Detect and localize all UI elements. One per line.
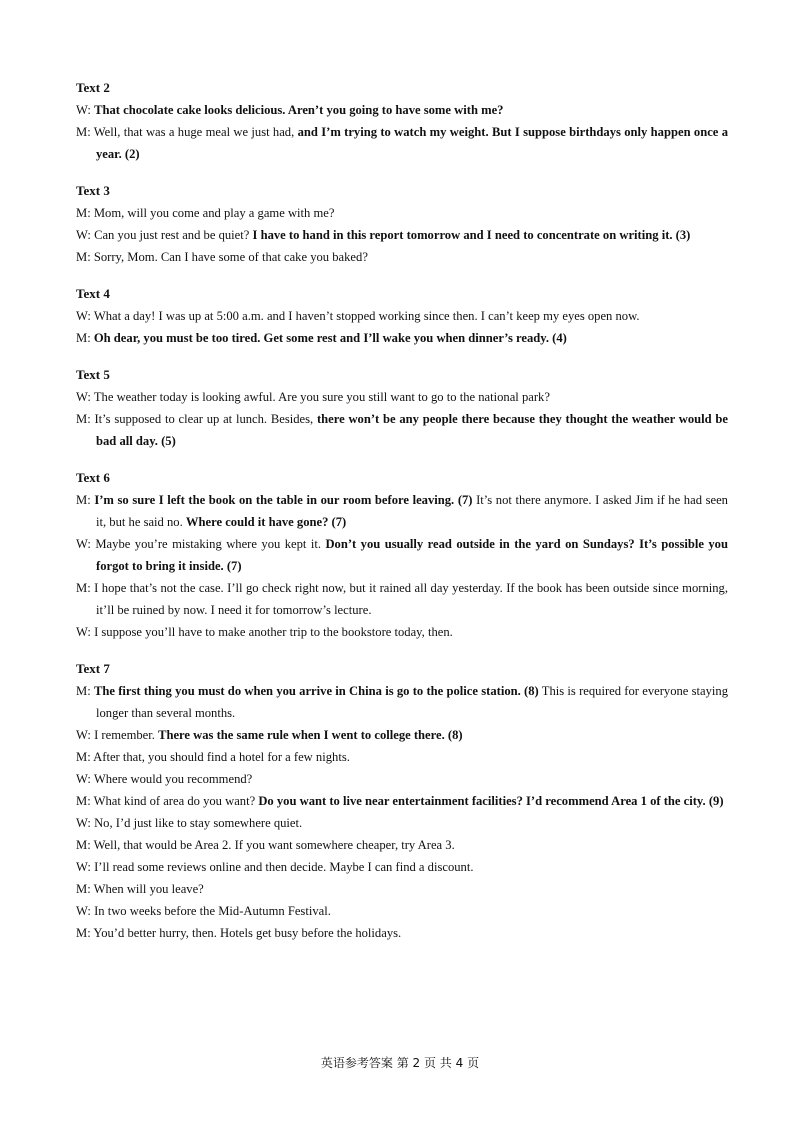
dialogue-line [76, 202, 728, 224]
transcript-section [76, 467, 728, 643]
dialogue-line [76, 577, 728, 621]
dialogue-text: M: [76, 331, 94, 345]
dialogue-text: W: Where would you recommend? [76, 772, 253, 786]
section-heading: Text 6 [76, 470, 110, 485]
dialogue-line [76, 900, 728, 922]
dialogue-line [76, 386, 728, 408]
dialogue-line [76, 408, 728, 452]
dialogue-text: M: You’d better hurry, then. Hotels get busy before the holidays. [76, 926, 402, 940]
transcript-content [76, 77, 728, 959]
answer-highlight: I have to hand in this report tomorrow and I need to concentrate on writing it. (3) [252, 228, 691, 242]
dialogue-line [76, 680, 728, 724]
dialogue-text: W: I suppose you’ll have to make another trip to the bookstore today, then. [76, 625, 453, 639]
dialogue-text: W: In two weeks before the Mid-Autumn Festival. [76, 904, 331, 918]
answer-highlight: Don’t you usually read outside in the yard on Sundays? It’s possible you forgot to bring it inside. (7) [96, 537, 728, 573]
dialogue-line [76, 812, 728, 834]
section-heading: Text 3 [76, 183, 110, 198]
answer-highlight: Oh dear, you must be too tired. Get some rest and I’ll wake you when dinner’s ready. (4) [93, 331, 567, 345]
section-heading: Text 7 [76, 661, 110, 676]
dialogue-text: M: Well, that would be Area 2. If you want somewhere cheaper, try Area 3. [76, 838, 455, 852]
page-footer: 英语参考答案 第 2 页 共 4 页 [320, 1056, 480, 1070]
dialogue-text: M: Sorry, Mom. Can I have some of that cake you baked? [76, 250, 368, 264]
dialogue-text: M: What kind of area do you want? [76, 794, 259, 808]
section-heading: Text 5 [76, 367, 110, 382]
section-heading: Text 4 [76, 286, 110, 301]
dialogue-text: W: Can you just rest and be quiet? [76, 228, 253, 242]
transcript-section [76, 283, 728, 349]
dialogue-text: M: When will you leave? [76, 882, 204, 896]
answer-highlight: There was the same rule when I went to college there. (8) [158, 728, 463, 742]
dialogue-text: M: Mom, will you come and play a game with me? [76, 206, 335, 220]
dialogue-line [76, 790, 728, 812]
dialogue-text: M: [76, 684, 94, 698]
dialogue-text: W: I remember. [76, 728, 159, 742]
dialogue-text: W: I’ll read some reviews online and then decide. Maybe I can find a discount. [76, 860, 474, 874]
dialogue-text: M: I hope that’s not the case. I’ll go check right now, but it rained all day yesterday. If the book has been outside since morning, it’ll be ruined by now. I need it for tomorrow’s lecture. [76, 581, 728, 617]
dialogue-line [76, 746, 728, 768]
answer-highlight: That chocolate cake looks delicious. Aren’t you going to have some with me? [94, 103, 504, 117]
dialogue-line [76, 246, 728, 268]
dialogue-line [76, 489, 728, 533]
answer-highlight: and I’m trying to watch my weight. But I suppose birthdays only happen once a year. (2) [96, 125, 728, 161]
answer-highlight: I’m so sure I left the book on the table in our room before leaving. (7) [94, 493, 473, 507]
dialogue-line [76, 856, 728, 878]
transcript-section [76, 658, 728, 944]
dialogue-text: W: What a day! I was up at 5:00 a.m. and I haven’t stopped working since then. I can’t keep my eyes open now. [76, 309, 640, 323]
dialogue-line [76, 768, 728, 790]
dialogue-line [76, 922, 728, 944]
dialogue-text: This is required for everyone staying longer than several months. [96, 684, 729, 720]
dialogue-text: W: The weather today is looking awful. Are you sure you still want to go to the national park? [76, 390, 550, 404]
dialogue-line [76, 533, 728, 577]
answer-highlight: The first thing you must do when you arrive in China is go to the police station. (8) [93, 684, 539, 698]
dialogue-line [76, 224, 728, 246]
dialogue-text: M: Well, that was a huge meal we just had, [76, 125, 298, 139]
dialogue-text: M: [76, 493, 95, 507]
dialogue-line [76, 724, 728, 746]
dialogue-text: M: It’s supposed to clear up at lunch. Besides, [76, 412, 317, 426]
transcript-section [76, 77, 728, 165]
dialogue-text: W: [76, 103, 95, 117]
dialogue-line [76, 327, 728, 349]
dialogue-line [76, 99, 728, 121]
dialogue-text: W: No, I’d just like to stay somewhere quiet. [76, 816, 303, 830]
section-heading: Text 2 [76, 80, 110, 95]
dialogue-text: M: After that, you should find a hotel for a few nights. [76, 750, 350, 764]
dialogue-line [76, 305, 728, 327]
dialogue-line [76, 121, 728, 165]
answer-highlight: Do you want to live near entertainment facilities? I’d recommend Area 1 of the city. (9) [258, 794, 724, 808]
dialogue-text: It’s not there anymore. I asked Jim if he had seen it, but he said no. [96, 493, 728, 529]
dialogue-line [76, 834, 728, 856]
transcript-section [76, 364, 728, 452]
dialogue-line [76, 621, 728, 643]
answer-highlight: Where could it have gone? (7) [185, 515, 347, 529]
dialogue-text: W: Maybe you’re mistaking where you kept it. [76, 537, 326, 551]
dialogue-line [76, 878, 728, 900]
answer-highlight: there won’t be any people there because they thought the weather would be bad all day. (5) [96, 412, 728, 448]
transcript-section [76, 180, 728, 268]
